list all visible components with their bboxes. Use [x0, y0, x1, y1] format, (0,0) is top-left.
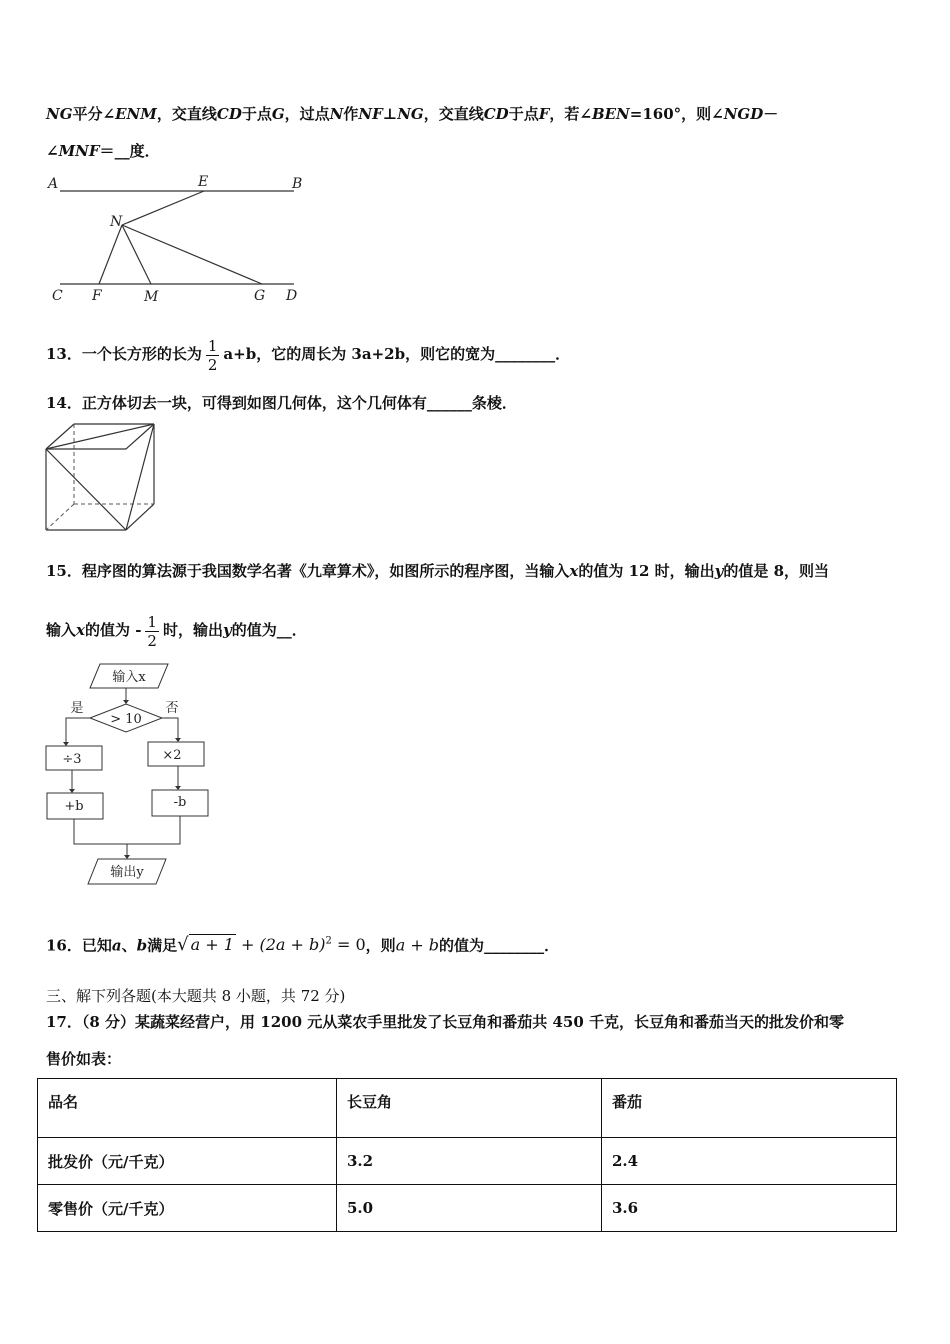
answer-blank: __ [276, 621, 292, 639]
yes-label: 是 [70, 701, 84, 716]
condition-label: > 10 [110, 712, 142, 727]
label-d: D [286, 288, 298, 304]
label-f: F [92, 288, 102, 304]
fraction-one-half: $\frac{1}{2}$ [207, 336, 218, 374]
question-17-line1: 17．（8 分）某蔬菜经营户，用 1200 元从菜农手里批发了长豆角和番茄共 450 千克，长豆角和番茄当天的批发价和零 [46, 1013, 844, 1031]
table-row [38, 1138, 897, 1185]
arrow-head [69, 789, 75, 793]
label-n: N [110, 214, 123, 230]
answer-blank: ________ [495, 345, 556, 363]
table-row [38, 1185, 897, 1232]
q12-line2: ∠MNF＝__度． [46, 142, 160, 160]
q12-geometry-figure [44, 170, 314, 310]
no-label: 否 [165, 701, 179, 716]
arrow-head [124, 855, 130, 859]
question-16: 16．已知a、b满足√ $a + 1 + (2a + b)^2 = 0$，则a + b的值为________． [46, 934, 560, 956]
equation: √ $a + 1 + (2a + b)^2 = 0$ [177, 934, 366, 956]
label-c: C [52, 288, 63, 304]
section-title: 三、解下列各题(本大题共 8 小题，共 72 分) [46, 987, 346, 1005]
answer-blank: ______ [426, 394, 472, 412]
price-table [37, 1078, 897, 1232]
table-header-cell: 番茄 [602, 1079, 897, 1138]
question-15-line2: 输入x的值为 - $\frac{1}{2}$ 时，输出y的值为__． [46, 612, 307, 650]
arrow-head [175, 786, 181, 790]
label-a: A [48, 176, 59, 192]
answer-blank: __ [114, 142, 130, 160]
cube-edge [126, 504, 154, 530]
flow-arrow [74, 816, 180, 844]
fraction-one-half: $\frac{1}{2}$ [147, 612, 157, 650]
segment-nf [99, 225, 122, 284]
table-header-cell: 长豆角 [337, 1079, 602, 1138]
table-cell: 3.2 [337, 1138, 602, 1185]
radicand: a + 1 [190, 935, 234, 955]
segment-nm [122, 225, 151, 284]
q15-flowchart [44, 660, 224, 890]
divide-label: ÷3 [62, 752, 82, 767]
hidden-edge [46, 504, 74, 530]
table-header-cell: 品名 [38, 1079, 337, 1138]
table-cell: 批发价（元/千克） [38, 1138, 337, 1185]
arrow-head [123, 700, 129, 704]
label-b: B [292, 176, 303, 192]
question-14: 14．正方体切去一块，可得到如图几何体，这个几何体有______条棱． [46, 394, 517, 412]
segment-ng [122, 225, 262, 284]
sqrt-sign: √ [177, 934, 189, 956]
label-e: E [198, 174, 209, 190]
answer-blank: ________ [484, 936, 545, 955]
multiply-label: ×2 [162, 748, 182, 763]
output-label: 输出y [110, 865, 144, 880]
plus-label: +b [64, 799, 84, 814]
question-17-line2: 售价如表： [46, 1050, 122, 1068]
cut-edge [126, 424, 154, 530]
q14-cube-figure [44, 420, 159, 532]
input-label: 输入x [112, 670, 146, 685]
label-g: G [254, 288, 266, 304]
table-cell: 零售价（元/千克） [38, 1185, 337, 1232]
cut-edge [46, 424, 154, 449]
label-m: M [144, 289, 159, 305]
table-cell: 2.4 [602, 1138, 897, 1185]
minus-label: -b [173, 795, 187, 810]
cut-edge [46, 449, 126, 530]
flow-arrow [66, 718, 90, 746]
arrow-head [63, 742, 69, 746]
q12-line1: NG平分∠ENM，交直线CD于点G，过点N作NF⊥NG，交直线CD于点F，若∠BEN=160°，则∠NGD－ [46, 105, 779, 123]
table-header-row [38, 1079, 897, 1138]
table-cell: 5.0 [337, 1185, 602, 1232]
question-13: 13．一个长方形的长为 $\frac{1}{2}$ a+b，它的周长为 3a+2b，则它的宽为________． [46, 336, 571, 374]
question-15-line1: 15．程序图的算法源于我国数学名著《九章算术》，如图所示的程序图，当输入x的值为 12 时，输出y的值是 8，则当 [46, 562, 830, 580]
arrow-head [175, 738, 181, 742]
table-cell: 3.6 [602, 1185, 897, 1232]
segment-ne [122, 191, 204, 225]
